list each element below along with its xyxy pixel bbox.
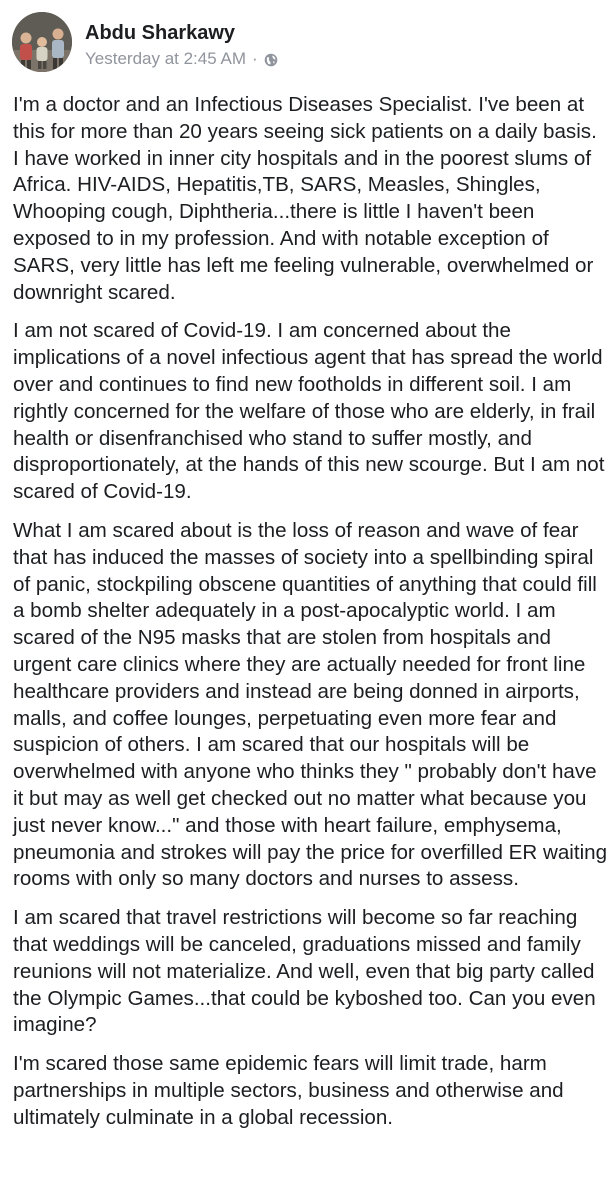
post-timestamp[interactable]: Yesterday at 2:45 AM [85, 49, 246, 68]
post-paragraph: I am not scared of Covid-19. I am concerned about the implications of a novel infectious agent that has spread the world over and continues to find new footholds in different soil. I am rightly concerned for the welfare of those who are elderly, in frail health or disenfranchised who stand to suffer mostly, and disproportionately, at the hands of this new scourge. But I am not scared of Covid-19. [13, 319, 605, 504]
meta-separator: · [251, 49, 258, 68]
avatar[interactable] [12, 12, 72, 72]
globe-icon[interactable] [264, 52, 278, 66]
post-paragraph: I'm scared those same epidemic fears will limit trade, harm partnerships in multiple sectors, business and otherwise and ultimately culminate in a global recession. [13, 1052, 564, 1129]
post-meta [85, 49, 278, 69]
post-body [13, 92, 608, 1143]
avatar-photo [12, 12, 72, 72]
post-header [12, 12, 602, 72]
post-paragraph: What I am scared about is the loss of reason and wave of fear that has induced the masses of society into a spellbinding spiral of panic, stockpiling obscene quantities of anything that could fill a bomb shelter adequately in a post-apocalyptic world. I am scared of the N95 masks that are stolen from hospitals and urgent care clinics where they are actually needed for front line healthcare providers and instead are being donned in airports, malls, and coffee lounges, perpetuating even more fear and suspicion of others. I am scared that our hospitals will be overwhelmed with anyone who thinks they " probably don't have it but may as well get checked out no matter what because you just never know..." and those with heart failure, emphysema, pneumonia and strokes will pay the price for overfilled ER waiting rooms with only so many doctors and nurses to assess. [13, 518, 608, 891]
post-paragraph: I am scared that travel restrictions will become so far reaching that weddings will be canceled, graduations missed and family reunions will not materialize. And well, even that big party called the Olympic Games...that could be kyboshed too. Can you even imagine? [13, 906, 596, 1037]
author-name[interactable]: Abdu Sharkawy [85, 22, 236, 44]
post-paragraph: I'm a doctor and an Infectious Diseases Specialist. I've been at this for more than 20 years seeing sick patients on a daily basis. I have worked in inner city hospitals and in the poorest slums of Africa. HIV-AIDS, Hepatitis,TB, SARS, Measles, Shingles, Whooping cough, Diphtheria...there is little I haven't been exposed to in my profession. And with notable exception of SARS, very little has left me feeling vulnerable, overwhelmed or downright scared. [13, 93, 597, 304]
